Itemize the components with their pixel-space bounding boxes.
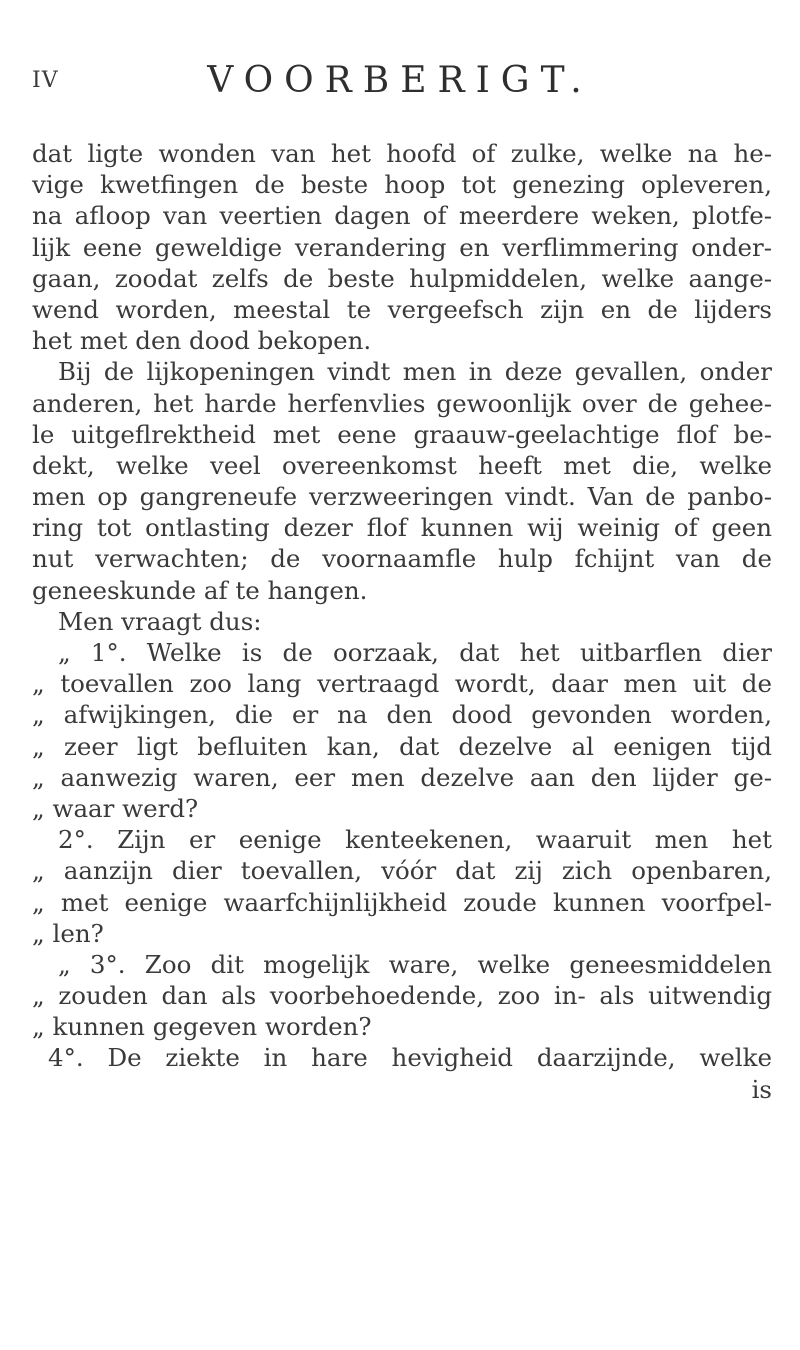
text-line: 4°. De ziekte in hare hevigheid daarzijnde, welke (48, 1043, 772, 1073)
text-line: „ 3°. Zoo dit mogelijk ware, welke geneesmiddelen (58, 949, 772, 979)
text-body (32, 138, 772, 1105)
page-header (0, 60, 800, 100)
text-line: „ aanwezig waren, eer men dezelve aan den lijder ge- (32, 762, 772, 792)
text-line: „ kunnen gegeven worden? (32, 1012, 372, 1042)
text-line: „ aanzijn dier toevallen, vóór dat zij zich openbaren, (32, 856, 772, 886)
text-line: „ met eenige waarfchijnlijkheid zoude kunnen voorfpel- (32, 887, 772, 917)
text-line: na afloop van veertien dagen of meerdere weken, plotfe- (32, 201, 772, 231)
text-line: 2°. Zijn er eenige kenteekenen, waaruit men het (58, 825, 772, 855)
text-line: Men vraagt dus: (58, 606, 262, 636)
text-line: „ zeer ligt befluiten kan, dat dezelve al eenigen tijd (32, 731, 772, 761)
text-line: wend worden, meestal te vergeefsch zijn en de lijders (32, 294, 772, 324)
text-line: het met den dood bekopen. (32, 326, 372, 356)
text-line: nut verwachten; de voornaamfle hulp fchijnt van de (32, 544, 772, 574)
text-line: „ afwijkingen, die er na den dood gevonden worden, (32, 700, 772, 730)
text-line: dat ligte wonden van het hoofd of zulke, welke na he- (32, 139, 772, 168)
text-line: lijk eene geweldige verandering en verflimmering onder- (32, 232, 772, 262)
text-line: men op gangreneufe verzweeringen vindt. Van de panbo- (32, 482, 772, 512)
text-line: „ 1°. Welke is de oorzaak, dat het uitbarflen dier (58, 638, 772, 667)
text-line: vige kwetfingen de beste hoop tot genezing opleveren, (32, 170, 772, 200)
text-line: „ toevallen zoo lang vertraagd wordt, daar men uit de (32, 669, 772, 699)
text-line: ring tot ontlasting dezer flof kunnen wij weinig of geen (32, 513, 772, 543)
text-line: „ len? (32, 918, 104, 948)
text-line: dekt, welke veel overeenkomst heeft met die, welke (32, 450, 772, 480)
text-line: „ zouden dan als voorbehoedende, zoo in- als uitwendig (32, 981, 772, 1011)
page-number: IV (32, 68, 59, 93)
text-line: geneeskunde af te hangen. (32, 575, 368, 605)
text-line: le uitgeflrektheid met eene graauw-geelachtige flof be- (32, 419, 772, 449)
text-line: anderen, het harde herfenvlies gewoonlijk over de gehee- (32, 388, 772, 418)
text-line: Bij de lijkopeningen vindt men in deze gevallen, onder (58, 357, 772, 387)
running-title: VOORBERIGT. (207, 60, 593, 101)
text-line: „ waar werd? (32, 793, 199, 823)
text-line: gaan, zoodat zelfs de beste hulpmiddelen, welke aange- (32, 263, 772, 293)
catchword: is (751, 1074, 772, 1104)
